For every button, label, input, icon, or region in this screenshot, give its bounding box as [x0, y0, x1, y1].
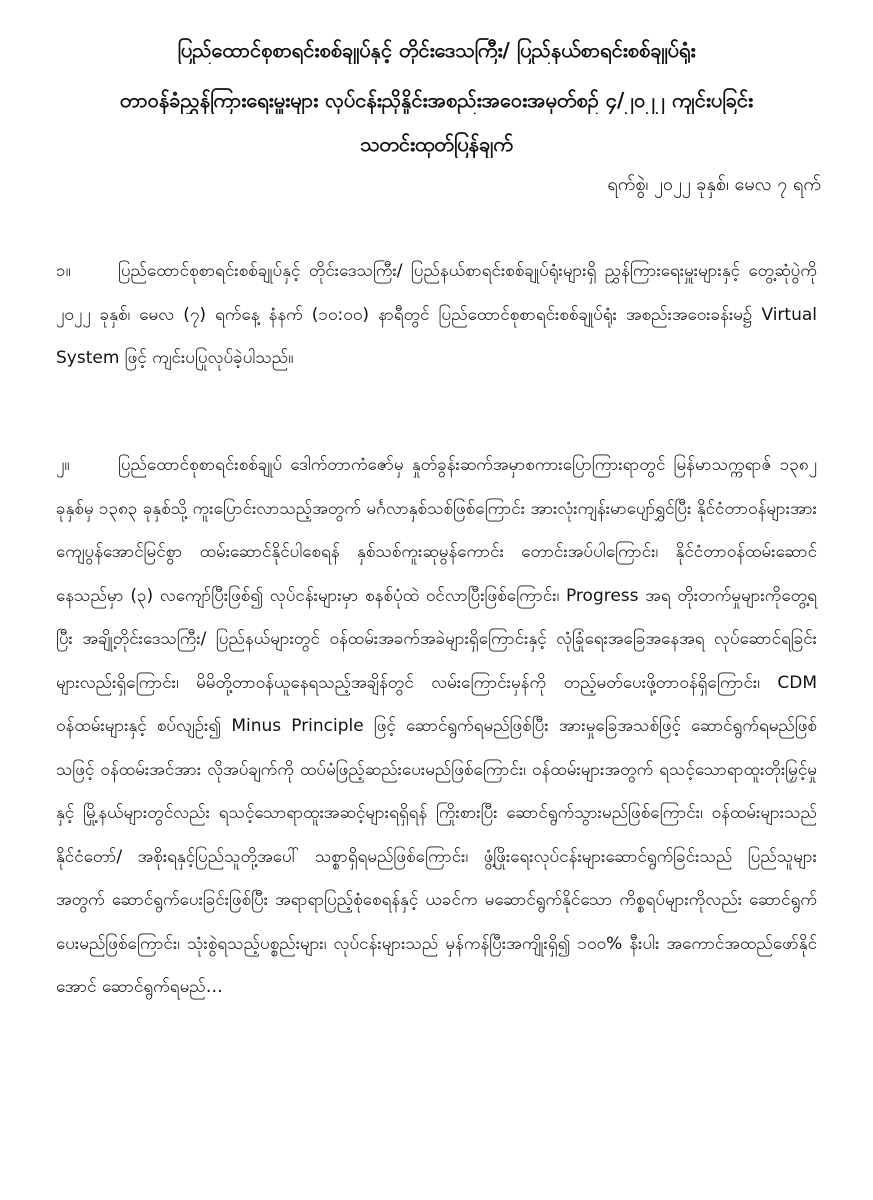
paragraph-text: ပြည်ထောင်စုစာရင်းစစ်ချုပ် ဒေါက်တာကံဇော်မှ နှုတ်ခွန်းဆက်အမှာစကားပြောကြားရာတွင် မြန်မာသက္ကရာဇ် ၁၃၈၂ ခုနှစ်မှ ၁၃၈၃ ခုနှစ်သို့ ကူးပြောင်းလာသည့်အတွက် မင်္ဂလာနှစ်သစ်ဖြစ်ကြောင်း အားလုံးကျန်းမာပျော်ရွှင်ပြီး နိုင်ငံတာဝန်များအား ကျေပွန်အောင်မြင်စွာ ထမ်းဆောင်နိုင်ပါစေရန် နှစ်သစ်ကူးဆုမွန်ကောင်း တောင်းအပ်ပါကြောင်း၊ နိုင်ငံတာဝန်ထမ်းဆောင်နေသည်မှာ (၃) လကျော်ပြီးဖြစ်၍ လုပ်ငန်းများမှာ စနစ်ပုံထဲ ဝင်လာပြီးဖြစ်ကြောင်း၊ Progress အရ တိုးတက်မှုများကိုတွေ့ရပြီး အချို့တိုင်းဒေသကြီး/ ပြည်နယ်များတွင် ဝန်ထမ်းအခက်အခဲများရှိကြောင်းနှင့် လုံခြုံရေးအခြေအနေအရ လုပ်ဆောင်ရခြင်းများလည်းရှိကြောင်း၊ မိမိတို့တာဝန်ယူနေရသည့်အချိန်တွင် လမ်းကြောင်းမှန်ကို တည့်မတ်ပေးဖို့တာဝန်ရှိကြောင်း၊ CDM ဝန်ထမ်းများနှင့် စပ်လျဉ်း၍ Minus Principle ဖြင့် ဆောင်ရွက်ရမည်ဖြစ်ပြီး အားမှုခြေအသစ်ဖြင့် ဆောင်ရွက်ရမည်ဖြစ်သဖြင့် ဝန်ထမ်းအင်အား လိုအပ်ချက်ကို ထပ်မံဖြည့်ဆည်းပေးမည်ဖြစ်ကြောင်း၊ ဝန်ထမ်းများအတွက် ရသင့်သောရာထူးတိုးမြှင့်မှုနှင့် မြို့နယ်များတွင်လည်း ရသင့်သောရာထူးအဆင့်များရရှိရန် ကြိုးစားပြီး ဆောင်ရွက်သွားမည်ဖြစ်ကြောင်း၊ ဝန်ထမ်းများသည် နိုင်ငံတော်/ အစိုးရနှင့်ပြည်သူတို့အပေါ် သစ္စာရှိရမည်ဖြစ်ကြောင်း၊ ဖွံ့ဖြိုးရေးလုပ်ငန်းများဆောင်ရွက်ခြင်းသည် ပြည်သူများအတွက် ဆောင်ရွက်ပေးခြင်းဖြစ်ပြီး အရာရာပြည့်စုံစေရန်နှင့် ယခင်က မဆောင်ရွက်နိုင်သော ကိစ္စရပ်များကိုလည်း ဆောင်ရွက်ပေးမည်ဖြစ်ကြောင်း၊ သုံးစွဲရသည့်ပစ္စည်းများ၊ လုပ်ငန်းများသည် မှန်ကန်ပြီးအကျိုးရှိ၍ ၁၀၀% နီးပါး အကောင်အထည်ဖော်နိုင်အောင် ဆောင်ရွက်ရမည်…	[56, 455, 817, 997]
document-date: ရက်စွဲ၊ ၂၀၂၂ ခုနှစ်၊ မေလ ၇ ရက်	[607, 174, 821, 195]
document-title-line-3: သတင်းထုတ်ပြန်ချက်	[360, 132, 513, 156]
document-title-line-1: ပြည်ထောင်စုစာရင်းစစ်ချုပ်နှင့် တိုင်းဒေသကြီး/ ပြည်နယ်စာရင်းစစ်ချုပ်ရုံး	[177, 38, 696, 62]
paragraph-text: ပြည်ထောင်စုစာရင်းစစ်ချုပ်နှင့် တိုင်းဒေသကြီး/ ပြည်နယ်စာရင်းစစ်ချုပ်ရုံးများရှိ ညွှန်ကြားရေးမှူးများနှင့် တွေ့ဆုံပွဲကို ၂၀၂၂ ခုနှစ်၊ မေလ (၇) ရက်နေ့ နံနက် (၁၀:၀၀) နာရီတွင် ပြည်ထောင်စုစာရင်းစစ်ချုပ်ရုံး အစည်းအဝေးခန်းမ၌ Virtual System ဖြင့် ကျင်းပပြုလုပ်ခဲ့ပါသည်။	[56, 261, 817, 368]
paragraph-number: ၁။	[56, 261, 71, 281]
document-title-line-2: တာဝန်ခံညွှန်ကြားရေးမှူးများ လုပ်ငန်းညှိနှိုင်းအစည်းအဝေးအမှတ်စဉ် ၄/၂၀၂၂ ကျင်းပခြင်း	[119, 88, 754, 112]
paragraph-1	[56, 250, 817, 381]
paragraph-number: ၂။	[56, 455, 70, 475]
paragraph-2	[56, 444, 817, 1010]
